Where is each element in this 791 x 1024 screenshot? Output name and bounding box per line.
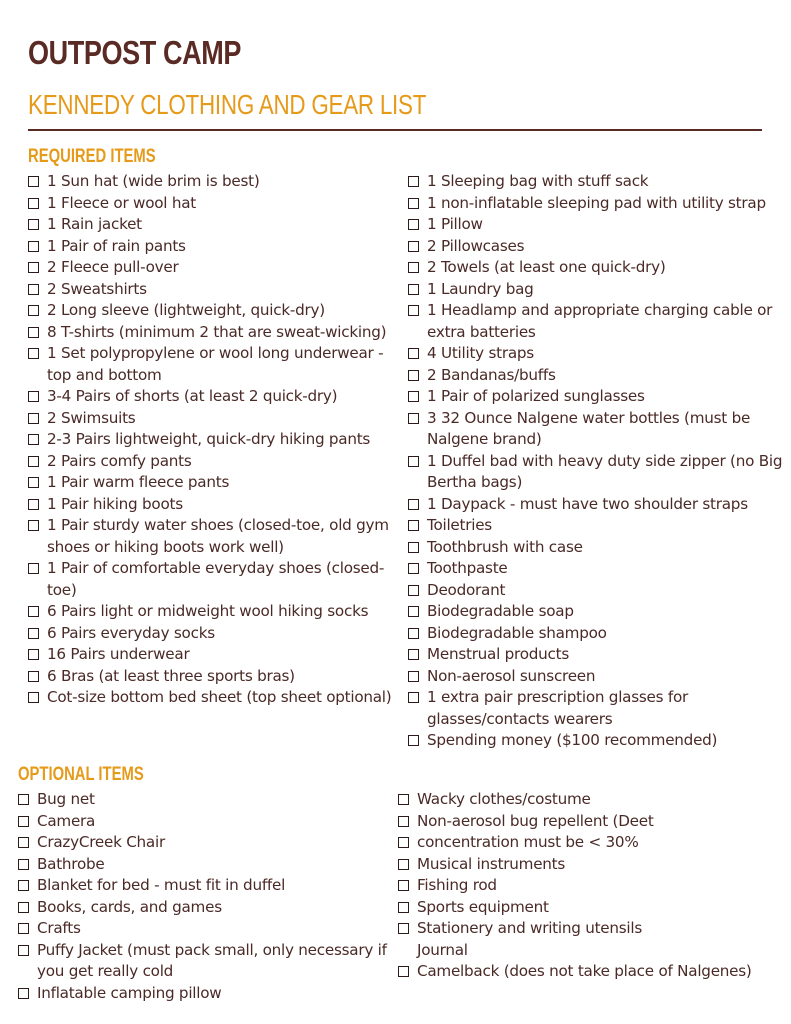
checklist-item[interactable]: 1 Set polypropylene or wool long underwear - top and bottom (28, 343, 406, 386)
checklist-item[interactable]: 3 32 Ounce Nalgene water bottles (must be Nalgene brand) (408, 408, 784, 451)
checklist-item[interactable]: 1 Daypack - must have two shoulder straps (408, 494, 784, 516)
checkbox-icon[interactable] (408, 671, 419, 682)
checkbox-icon[interactable] (28, 606, 39, 617)
checkbox-icon[interactable] (18, 816, 29, 827)
checkbox-icon[interactable] (28, 305, 39, 316)
checkbox-icon[interactable] (408, 284, 419, 295)
checkbox-icon[interactable] (398, 859, 409, 870)
checklist-item[interactable]: Blanket for bed - must fit in duffel (18, 875, 396, 897)
checklist-item[interactable]: 16 Pairs underwear (28, 644, 406, 666)
checkbox-icon[interactable] (28, 413, 39, 424)
checklist-item[interactable]: Camera (18, 811, 396, 833)
checkbox-icon[interactable] (408, 370, 419, 381)
checkbox-icon[interactable] (28, 563, 39, 574)
checkbox-icon[interactable] (18, 902, 29, 913)
checklist-item[interactable]: 2 Pillowcases (408, 236, 784, 258)
checkbox-icon[interactable] (18, 988, 29, 999)
checklist-item[interactable]: 2 Towels (at least one quick-dry) (408, 257, 784, 279)
checkbox-icon[interactable] (398, 923, 409, 934)
checklist-item[interactable]: Bug net (18, 789, 396, 811)
checkbox-icon[interactable] (408, 456, 419, 467)
checkbox-icon[interactable] (408, 413, 419, 424)
checkbox-icon[interactable] (28, 434, 39, 445)
checkbox-icon[interactable] (28, 499, 39, 510)
header-divider (28, 129, 762, 131)
checkbox-icon[interactable] (398, 816, 409, 827)
checkbox-icon[interactable] (28, 456, 39, 467)
checklist-item[interactable]: Menstrual products (408, 644, 784, 666)
checkbox-icon[interactable] (28, 477, 39, 488)
page-title: OUTPOST CAMP (28, 34, 242, 71)
checklist-item[interactable]: 6 Pairs light or midweight wool hiking socks (28, 601, 406, 623)
checkbox-icon[interactable] (28, 241, 39, 252)
checkbox-icon[interactable] (408, 542, 419, 553)
checklist-item[interactable]: 1 Sun hat (wide brim is best) (28, 171, 406, 193)
checkbox-icon[interactable] (408, 219, 419, 230)
checklist-item[interactable]: 2 Sweatshirts (28, 279, 406, 301)
checklist-item[interactable]: 1 Pair of polarized sunglasses (408, 386, 784, 408)
checkbox-icon[interactable] (28, 198, 39, 209)
checklist-item[interactable]: 3-4 Pairs of shorts (at least 2 quick-dry) (28, 386, 406, 408)
checklist-item[interactable]: Biodegradable soap (408, 601, 784, 623)
checklist-item[interactable]: Toothpaste (408, 558, 784, 580)
checklist-item[interactable]: Toiletries (408, 515, 784, 537)
checkbox-icon[interactable] (18, 945, 29, 956)
required-items-left-column (28, 171, 406, 709)
checklist-item[interactable]: Camelback (does not take place of Nalgenes) (398, 961, 784, 983)
checklist-item[interactable]: 1 Pillow (408, 214, 784, 236)
checkbox-icon[interactable] (28, 649, 39, 660)
required-items-heading: REQUIRED ITEMS (28, 146, 156, 167)
page-subtitle: KENNEDY CLOTHING AND GEAR LIST (28, 89, 427, 120)
checklist-item[interactable]: Books, cards, and games (18, 897, 396, 919)
checklist-item[interactable]: Biodegradable shampoo (408, 623, 784, 645)
checkbox-icon[interactable] (408, 262, 419, 273)
checkbox-icon[interactable] (28, 692, 39, 703)
checklist-item[interactable]: Toothbrush with case (408, 537, 784, 559)
checkbox-icon[interactable] (18, 859, 29, 870)
optional-items-heading: OPTIONAL ITEMS (18, 764, 144, 785)
checklist-item[interactable]: Fishing rod (398, 875, 784, 897)
checklist-item[interactable]: Wacky clothes/costume (398, 789, 784, 811)
checklist-item[interactable]: 1 Duffel bad with heavy duty side zipper (no Big Bertha bags) (408, 451, 784, 494)
checkbox-icon[interactable] (398, 880, 409, 891)
checkbox-icon[interactable] (18, 837, 29, 848)
checklist-item[interactable]: Inflatable camping pillow (18, 983, 396, 1005)
checkbox-icon[interactable] (398, 837, 409, 848)
checkbox-icon[interactable] (408, 606, 419, 617)
checklist-item[interactable]: 1 Pair hiking boots (28, 494, 406, 516)
checklist-item[interactable]: 2 Swimsuits (28, 408, 406, 430)
checkbox-icon[interactable] (28, 671, 39, 682)
checkbox-icon[interactable] (18, 794, 29, 805)
checklist-item[interactable]: 6 Bras (at least three sports bras) (28, 666, 406, 688)
checkbox-icon[interactable] (28, 628, 39, 639)
checkbox-icon[interactable] (18, 880, 29, 891)
checklist-item[interactable]: 1 Pair sturdy water shoes (closed-toe, old gym shoes or hiking boots work well) (28, 515, 406, 558)
checklist-item: Journal (398, 940, 784, 962)
checkbox-icon[interactable] (398, 794, 409, 805)
checklist-item[interactable]: 2 Fleece pull-over (28, 257, 406, 279)
checklist-item[interactable]: 1 Pair of rain pants (28, 236, 406, 258)
checkbox-icon[interactable] (408, 176, 419, 187)
checklist-item[interactable]: CrazyCreek Chair (18, 832, 396, 854)
checkbox-icon[interactable] (408, 520, 419, 531)
checklist-item[interactable]: 1 non-inflatable sleeping pad with utility strap (408, 193, 784, 215)
checkbox-icon[interactable] (408, 628, 419, 639)
checkbox-icon[interactable] (398, 902, 409, 913)
checkbox-icon[interactable] (18, 923, 29, 934)
checklist-item[interactable]: 1 Pair warm fleece pants (28, 472, 406, 494)
checkbox-icon[interactable] (408, 348, 419, 359)
checkbox-icon[interactable] (408, 735, 419, 746)
checklist-item[interactable]: Non-aerosol sunscreen (408, 666, 784, 688)
checklist-item[interactable]: Crafts (18, 918, 396, 940)
checklist-item[interactable]: 6 Pairs everyday socks (28, 623, 406, 645)
checklist-item[interactable]: 1 extra pair prescription glasses for glasses/contacts wearers (408, 687, 784, 730)
checklist-item[interactable]: 1 Pair of comfortable everyday shoes (closed-toe) (28, 558, 406, 601)
checklist-item[interactable]: Deodorant (408, 580, 784, 602)
checklist-item[interactable]: Spending money ($100 recommended) (408, 730, 784, 752)
checkbox-icon[interactable] (408, 692, 419, 703)
checklist-item[interactable]: 2-3 Pairs lightweight, quick-dry hiking pants (28, 429, 406, 451)
checklist-item[interactable]: 2 Bandanas/buffs (408, 365, 784, 387)
checklist-item[interactable]: 1 Rain jacket (28, 214, 406, 236)
checklist-item[interactable]: 1 Sleeping bag with stuff sack (408, 171, 784, 193)
checklist-item[interactable]: 1 Laundry bag (408, 279, 784, 301)
checkbox-icon[interactable] (408, 241, 419, 252)
checkbox-icon[interactable] (28, 348, 39, 359)
checkbox-icon[interactable] (28, 176, 39, 187)
checkbox-icon[interactable] (408, 649, 419, 660)
checklist-item[interactable]: 4 Utility straps (408, 343, 784, 365)
checklist-item[interactable]: Stationery and writing utensils (398, 918, 784, 940)
checkbox-icon[interactable] (408, 198, 419, 209)
checklist-item[interactable]: 1 Fleece or wool hat (28, 193, 406, 215)
blank-checkbox-spacer (398, 945, 409, 956)
checkbox-icon[interactable] (408, 499, 419, 510)
checkbox-icon[interactable] (408, 391, 419, 402)
checkbox-icon[interactable] (28, 262, 39, 273)
checklist-item[interactable]: Bathrobe (18, 854, 396, 876)
checklist-item[interactable]: 8 T-shirts (minimum 2 that are sweat-wicking) (28, 322, 406, 344)
checkbox-icon[interactable] (28, 520, 39, 531)
required-items-right-column (408, 171, 784, 752)
checklist-item[interactable]: Cot-size bottom bed sheet (top sheet optional) (28, 687, 406, 709)
checklist-item[interactable]: 1 Headlamp and appropriate charging cable or extra batteries (408, 300, 784, 343)
checkbox-icon[interactable] (408, 563, 419, 574)
checkbox-icon[interactable] (408, 305, 419, 316)
checklist-item[interactable]: Puffy Jacket (must pack small, only necessary if you get really cold (18, 940, 396, 983)
checkbox-icon[interactable] (28, 391, 39, 402)
checkbox-icon[interactable] (28, 219, 39, 230)
checklist-item[interactable]: Sports equipment (398, 897, 784, 919)
checklist-item[interactable]: 2 Long sleeve (lightweight, quick-dry) (28, 300, 406, 322)
checklist-item[interactable]: concentration must be < 30% (398, 832, 784, 854)
checklist-item[interactable]: Musical instruments (398, 854, 784, 876)
checkbox-icon[interactable] (408, 585, 419, 596)
checkbox-icon[interactable] (398, 966, 409, 977)
checkbox-icon[interactable] (28, 284, 39, 295)
optional-items-right-column (398, 789, 784, 983)
checkbox-icon[interactable] (28, 327, 39, 338)
checklist-item[interactable]: 2 Pairs comfy pants (28, 451, 406, 473)
optional-items-left-column (18, 789, 396, 1004)
checklist-item[interactable]: Non-aerosol bug repellent (Deet (398, 811, 784, 833)
